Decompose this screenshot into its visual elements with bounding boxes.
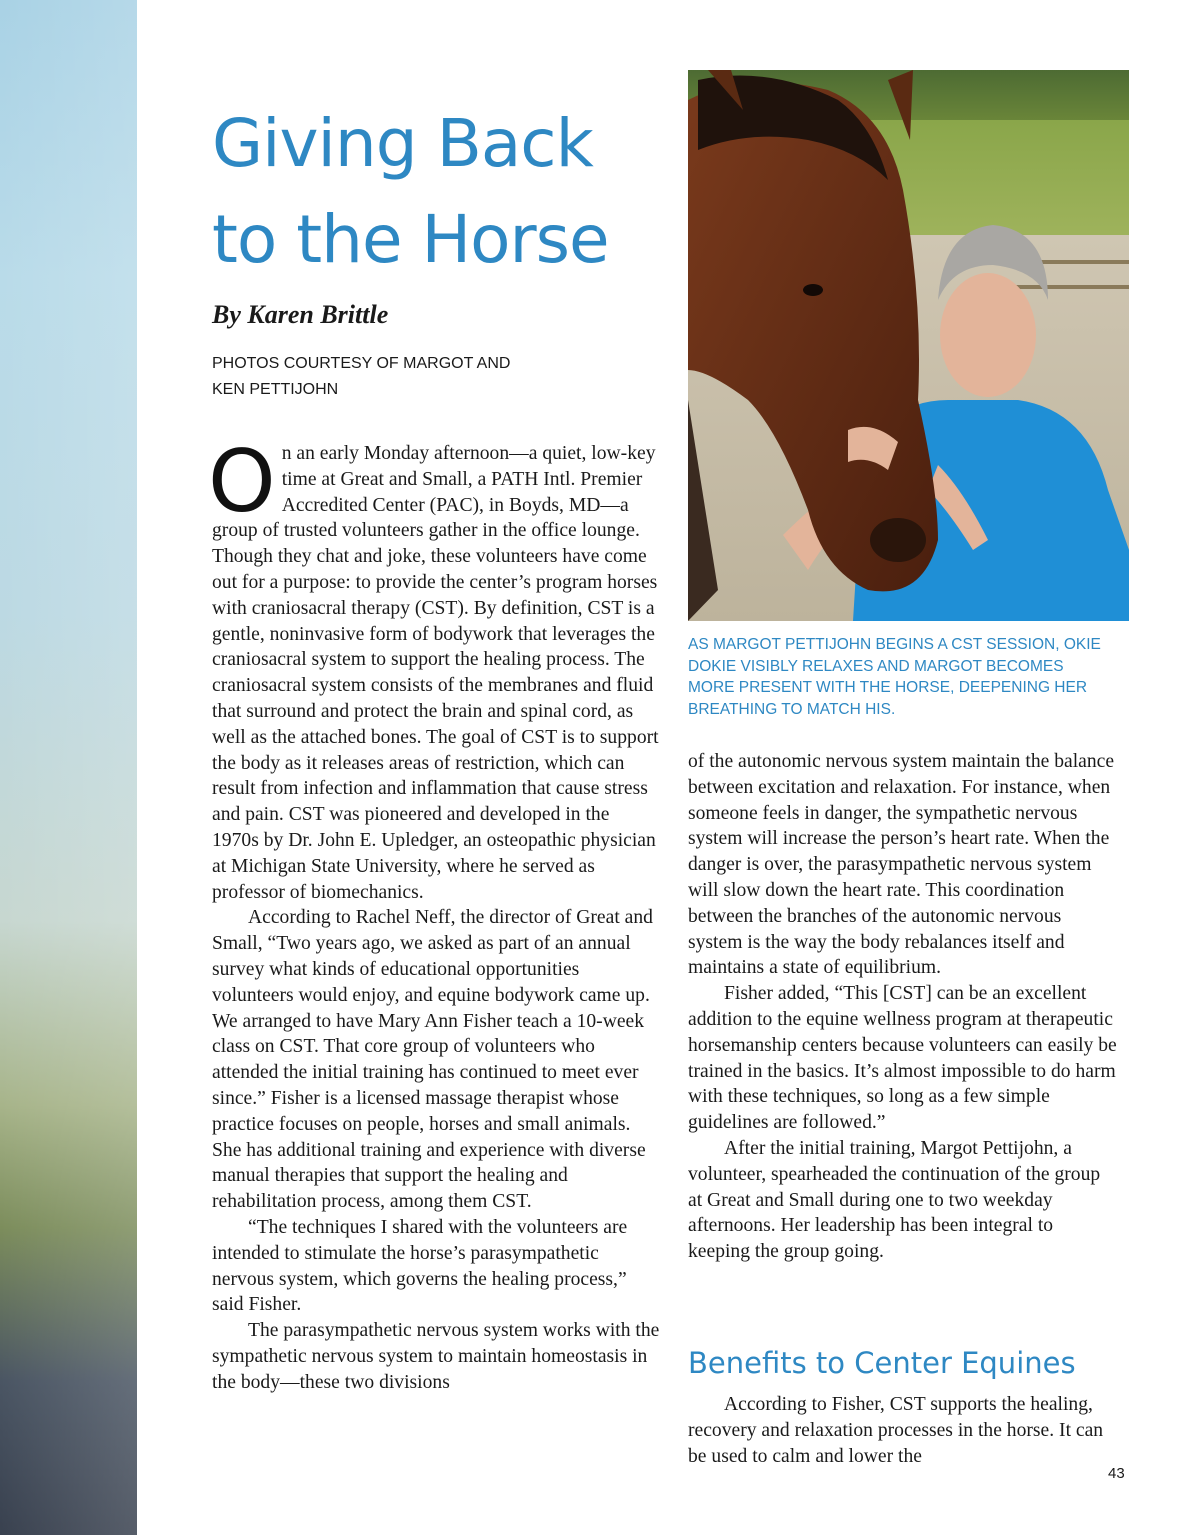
photo-caption: AS MARGOT PETTIJOHN BEGINS A CST SESSION, OKIE DOKIE VISIBLY RELAXES AND MARGOT BECOMES MORE PRESENT WITH THE HORSE, DEEPENING HER BREATHING TO MATCH HIS.: [688, 636, 1101, 718]
paragraph-1: [208, 432, 660, 905]
left-column: [208, 432, 660, 1395]
paragraph-3: “The techniques I shared with the volunteers are intended to stimulate the horse’s parasympathetic nervous system, which governs the healing process,” said Fisher.: [212, 1216, 628, 1316]
drop-cap: O: [208, 432, 276, 532]
side-photo-strip: [0, 0, 137, 1535]
right-column: [688, 749, 1118, 1265]
right-paragraph-2: Fisher added, “This [CST] can be an excellent addition to the equine wellness program at therapeutic horsemanship centers because volunteers can easily be trained in the basics. It’s almost impossible to do harm with these techniques, so long as a few simple guidelines are followed.”: [688, 983, 1117, 1134]
paragraph-1-text: n an early Monday afternoon—a quiet, low-key time at Great and Small, a PATH Intl. Premier Accredited Center (PAC), in Boyds, MD—a group of trusted volunteers gather in the office lounge. Though they chat and joke, these volunteers have come out for a purpose: to provide the center’s program horses with craniosacral therapy (CST). By definition, CST is a gentle, noninvasive form of bodywork that leverages the craniosacral system to support the healing process. The craniosacral system consists of the membranes and fluid that surround and protect the brain and spinal cord, as well as the attached bones. The goal of CST is to support the body as it releases areas of restriction, which can result from infection and inflammation that cause stress and pain. CST was pioneered and developed in the 1970s by Dr. John E. Upledger, an osteopathic physician at Michigan State University, where he served as professor of biomechanics.: [212, 443, 659, 903]
paragraph-2: According to Rachel Neff, the director of Great and Small, “Two years ago, we asked as part of an annual survey what kinds of educational opportunities volunteers would enjoy, and equine bodywork came up. We arranged to have Mary Ann Fisher teach a 10-week class on CST. That core group of volunteers who attended the initial training has continued to meet ever since.” Fisher is a licensed massage therapist whose practice focuses on people, horses and small animals. She has additional training and experience with diverse manual therapies that support the healing and rehabilitation process, among them CST.: [212, 907, 653, 1213]
bottom-paragraph-1: According to Fisher, CST supports the healing, recovery and relaxation processes in the horse. It can be used to calm and lower the: [688, 1394, 1104, 1467]
horse-photo-illustration: [688, 70, 1129, 621]
horse-photo: [688, 70, 1129, 621]
photo-credit: PHOTOS COURTESY OF MARGOT AND KEN PETTIJOHN: [212, 355, 511, 398]
section-heading: Benefits to Center Equines: [688, 1346, 1076, 1380]
article-title: Giving Back to the Horse: [212, 105, 609, 278]
byline: By Karen Brittle: [212, 300, 389, 329]
page-number: 43: [1108, 1465, 1125, 1482]
paragraph-4: The parasympathetic nervous system works with the sympathetic nervous system to maintain homeostasis in the body—these two divisions: [212, 1320, 660, 1393]
right-paragraph-1: of the autonomic nervous system maintain the balance between excitation and relaxation. For instance, when someone feels in danger, the sympathetic nervous system will increase the person’s heart rate. When the danger is over, the parasympathetic nervous system will slow down the heart rate. This coordination between the branches of the autonomic nervous system is the way the body rebalances itself and maintains a state of equilibrium.: [688, 751, 1115, 979]
bottom-column: [688, 1392, 1118, 1469]
right-paragraph-3: After the initial training, Margot Pettijohn, a volunteer, spearheaded the continuation of the group at Great and Small during one to two weekday afternoons. Her leadership has been integral to keeping the group going.: [688, 1137, 1101, 1263]
